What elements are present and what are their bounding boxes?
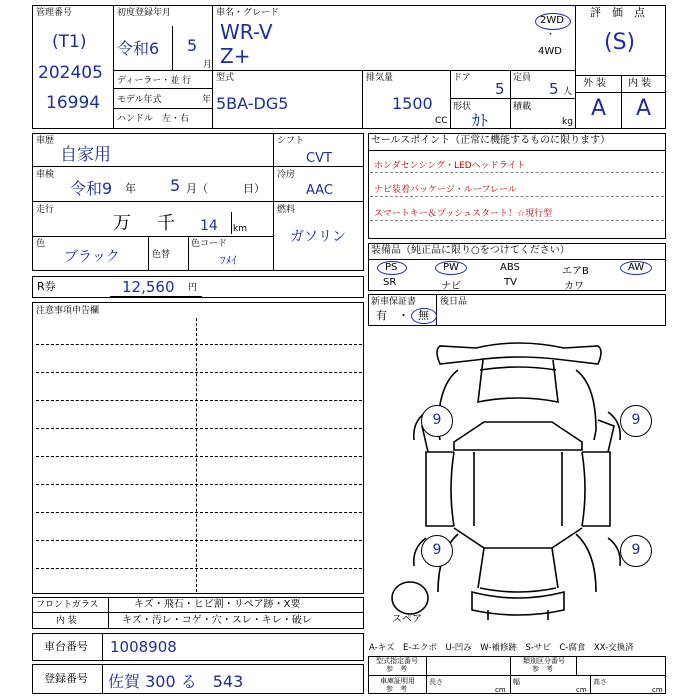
- divider: [368, 675, 666, 676]
- sales-title: セールスポイント（正常に機能するものに限ります）: [371, 135, 611, 146]
- r-ken-label: R券: [37, 280, 56, 293]
- eq-kawa: カワ: [564, 281, 584, 292]
- eq-pw: PW: [443, 262, 459, 273]
- note-divider: [196, 318, 197, 592]
- warranty-dot: ・: [398, 309, 409, 322]
- drive-dot: ・: [546, 30, 556, 40]
- divider: [102, 664, 103, 694]
- shift-label: シフト: [277, 136, 305, 146]
- notes-section: [32, 302, 364, 594]
- shaken-era: 令和9: [70, 179, 113, 198]
- cc-unit: CC: [435, 116, 448, 126]
- divider: [621, 75, 622, 129]
- divider: [32, 201, 364, 202]
- spare-label: スペア: [392, 614, 422, 625]
- divider: [450, 98, 575, 99]
- sales-point-1: ホンダセンシング・LEDヘッドライト: [374, 161, 526, 171]
- sales-point-2: ナビ装着パッケージ・ルーフレール: [374, 185, 517, 195]
- gaisou-label: 外 装: [583, 78, 607, 89]
- katashiki: 5BA-DG5: [216, 94, 289, 113]
- model-year-label: モデル年式: [117, 95, 162, 105]
- sales-line: [370, 172, 664, 173]
- haiki: 1500: [392, 94, 433, 113]
- mark-front-left: 9: [421, 405, 453, 437]
- divider: [590, 675, 591, 694]
- equipment-title: 装備品（純正品に限り○をつけてください）: [371, 245, 570, 256]
- shodo-era: 令和6: [117, 39, 160, 58]
- shodo-month: 5: [187, 36, 198, 55]
- divider: [450, 70, 451, 129]
- divider: [575, 92, 666, 93]
- note-line: [36, 372, 362, 373]
- r-ken: 12,560: [122, 278, 175, 296]
- front-glass-opts: キズ・飛石・ヒビ割・リペア跡・X要: [134, 599, 301, 610]
- soukou-label: 走行: [36, 205, 55, 215]
- eq-ps: PS: [385, 262, 398, 273]
- note-line: [36, 512, 362, 513]
- sales-line: [370, 220, 664, 221]
- iro-code: ﾌﾒｲ: [220, 254, 237, 267]
- year-unit: 年: [202, 95, 212, 105]
- notes-title: 注意事項申告欄: [36, 306, 100, 316]
- shaken-label: 車検: [36, 170, 55, 180]
- kanri-no2: 16994: [46, 93, 101, 113]
- reibou-label: 冷房: [277, 170, 296, 180]
- shareki-label: 車歴: [36, 136, 55, 146]
- haba-cm: cm: [576, 686, 587, 694]
- shaken-month: 5: [170, 176, 181, 195]
- sen-unit: 千: [157, 213, 175, 234]
- shomeisho-label: 車庫証明用: [380, 677, 415, 685]
- kanri-no1: 202405: [38, 63, 103, 83]
- atohi-label: 後日品: [440, 297, 468, 307]
- ruibetsu-label: 類別区分番号: [523, 657, 565, 665]
- eq-abs: ABS: [500, 262, 520, 273]
- divider: [113, 5, 114, 129]
- warranty-nashi: 無: [418, 309, 429, 322]
- mark-rear-right: 9: [620, 535, 652, 567]
- drive-4wd: 4WD: [538, 46, 562, 57]
- divider: [172, 26, 173, 70]
- eq-aw: AW: [628, 262, 645, 273]
- car-name: WR-V: [220, 20, 273, 44]
- divider: [273, 133, 274, 271]
- divider: [231, 212, 232, 234]
- touroku: 佐賀 300 る 543: [108, 672, 244, 691]
- touroku-label: 登録番号: [44, 672, 88, 685]
- soukou-num: 14: [200, 218, 218, 234]
- man-unit: 万: [113, 213, 131, 234]
- chadai-label: 車台番号: [44, 640, 88, 653]
- shift: CVT: [306, 151, 332, 166]
- mark-front-right: 9: [620, 405, 652, 437]
- divider: [576, 656, 577, 675]
- shaken-day-unit: 日）: [243, 182, 265, 195]
- teiin-unit: 人: [563, 87, 573, 97]
- nagasa-label: 長さ: [429, 678, 443, 686]
- r-ken-underline: [110, 296, 202, 297]
- takasa-cm: cm: [652, 686, 663, 694]
- interior-opts: キズ・汚レ・コゲ・穴・スレ・キレ・破レ: [122, 615, 312, 626]
- nagasa-cm: cm: [495, 686, 506, 694]
- divider: [426, 656, 427, 694]
- eq-tv: TV: [504, 277, 517, 288]
- dealer-label: ディーラー・並 行: [117, 76, 192, 86]
- keijou-label: 形状: [453, 102, 472, 112]
- divider: [368, 259, 666, 260]
- front-glass-label: フロントガラス: [36, 600, 99, 610]
- teiin-label: 定員: [513, 73, 532, 83]
- naisou-label: 内 装: [628, 78, 652, 89]
- eq-airb: エアB: [562, 266, 589, 277]
- irogae-label: 色替: [152, 250, 171, 260]
- gaisou: A: [591, 96, 607, 121]
- divider: [575, 75, 666, 76]
- divider: [32, 166, 364, 167]
- reibou: AAC: [306, 183, 333, 198]
- shodo-label: 初度登録年月: [117, 8, 172, 18]
- sales-point-3: スマートキー＆プッシュスタート！☆現行型: [374, 209, 553, 219]
- shodo-month-unit: 月: [203, 60, 213, 70]
- note-line: [36, 568, 362, 569]
- door: 5: [495, 80, 505, 98]
- kg-unit: kg: [562, 117, 573, 127]
- iro-code-label: 色コード: [191, 239, 228, 249]
- note-line: [36, 456, 362, 457]
- nenryo-label: 燃料: [277, 205, 296, 215]
- handle-label: ハンドル 左・右: [117, 114, 190, 124]
- kanri-label: 管理番号: [36, 8, 73, 18]
- interior-label: 内 装: [56, 616, 77, 626]
- shomeisho-sankou: 参 考: [386, 685, 407, 693]
- divider: [368, 150, 666, 151]
- damage-legend: A-キズ E-エクボ U-凹み W-補修跡 S-サビ C-腐食 XX-交換済: [369, 643, 634, 653]
- shinsha-label: 新車保証書: [371, 297, 417, 307]
- teiin: 5: [549, 80, 559, 98]
- divider: [32, 236, 273, 237]
- haiki-label: 排気量: [366, 73, 394, 83]
- hyoka: (S): [604, 30, 636, 55]
- divider: [113, 108, 212, 109]
- divider: [108, 597, 109, 629]
- divider: [436, 294, 437, 326]
- divider: [362, 70, 363, 129]
- shamei-label: 車名・グレード: [216, 8, 280, 18]
- mark-rear-left: 9: [421, 535, 453, 567]
- eq-navi: ナビ: [441, 281, 461, 292]
- shaken-month-unit: 月（: [186, 182, 208, 195]
- note-line: [36, 400, 362, 401]
- haba-label: 幅: [513, 678, 520, 686]
- iro: ブラック: [64, 249, 120, 265]
- note-line: [36, 428, 362, 429]
- note-line: [36, 484, 362, 485]
- hyoka-label: 評 価 点: [590, 6, 645, 19]
- shareki: 自家用: [60, 145, 111, 165]
- divider: [32, 612, 364, 613]
- divider: [102, 633, 103, 661]
- kanri-t: (T1): [52, 32, 87, 52]
- km-unit: km: [233, 224, 247, 234]
- iro-label: 色: [36, 239, 46, 249]
- divider: [188, 236, 189, 271]
- chadai: 1008908: [110, 638, 177, 656]
- sekisai-label: 積載: [513, 102, 532, 112]
- divider: [510, 70, 511, 129]
- naisou: A: [636, 96, 652, 121]
- car-diagram: [368, 330, 666, 630]
- r-ken-section: [32, 276, 364, 298]
- divider: [113, 88, 212, 89]
- note-line: [36, 540, 362, 541]
- katashiki-label: 型式: [216, 73, 235, 83]
- divider: [148, 236, 149, 271]
- warranty-ari: 有: [376, 309, 387, 322]
- ruibetsu-sankou: 参 考: [532, 665, 553, 673]
- door-label: ドア: [453, 73, 471, 83]
- drive-2wd: 2WD: [540, 15, 564, 26]
- katashiki-shitei-label: 型式指定番号: [376, 657, 418, 665]
- shaken-year-unit: 年: [125, 182, 136, 195]
- note-line: [36, 344, 362, 345]
- divider: [113, 70, 575, 71]
- r-ken-unit: 円: [188, 283, 198, 293]
- katashiki-sankou: 参 考: [386, 665, 407, 673]
- grade: Z+: [220, 44, 251, 68]
- nenryo: ガソリン: [290, 229, 346, 245]
- divider: [212, 5, 213, 129]
- sales-line: [370, 196, 664, 197]
- divider: [510, 656, 511, 694]
- divider: [575, 5, 576, 129]
- keijou: ｶﾄ: [472, 111, 489, 130]
- eq-sr: SR: [383, 277, 397, 288]
- top-section: [32, 5, 666, 129]
- takasa-label: 高さ: [593, 678, 607, 686]
